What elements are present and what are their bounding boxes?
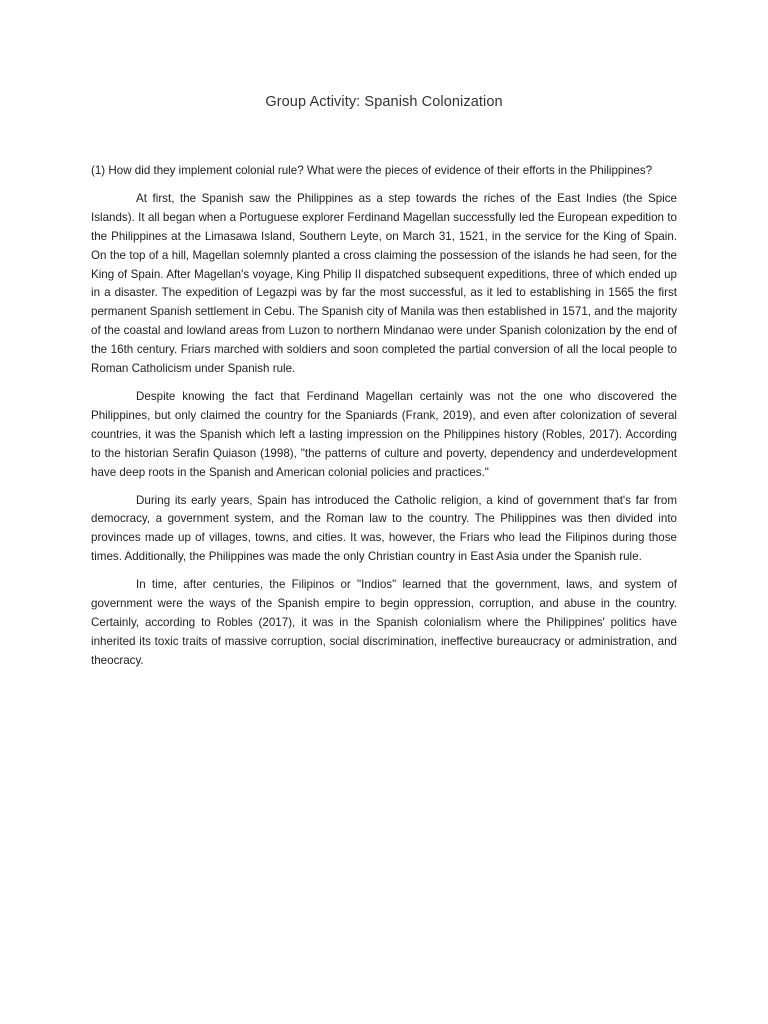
- document-body: [91, 162, 677, 680]
- body-paragraph-1: At first, the Spanish saw the Philippines as a step towards the riches of the East Indies (the Spice Islands). It all began when a Portuguese explorer Ferdinand Magellan successfully led the European expedition to the Philippines at the Limasawa Island, Southern Leyte, on March 31, 1521, in the service for the King of Spain. On the top of a hill, Magellan solemnly planted a cross claiming the possession of the islands he had seen, for the King of Spain. After Magellan's voyage, King Philip II dispatched subsequent expeditions, three of which ended up in a disaster. The expedition of Legazpi was by far the most successful, as it led to establishing in 1565 the first permanent Spanish settlement in Cebu. The Spanish city of Manila was then established in 1571, and the majority of the coastal and lowland areas from Luzon to northern Mindanao were under Spanish colonization by the end of the 16th century. Friars marched with soldiers and soon completed the partial conversion of all the local people to Roman Catholicism under Spanish rule.: [91, 191, 677, 376]
- question-paragraph: (1) How did they implement colonial rule? What were the pieces of evidence of their efforts in the Philippines?: [91, 164, 653, 177]
- body-paragraph-2: Despite knowing the fact that Ferdinand Magellan certainly was not the one who discovered the Philippines, but only claimed the country for the Spaniards (Frank, 2019), and even after colonization of several countries, it was the Spanish which left a lasting impression on the Philippines history (Robles, 2017). According to the historian Serafin Quiason (1998), "the patterns of culture and poverty, dependency and underdevelopment have deep roots in the Spanish and American colonial policies and practices.": [91, 389, 677, 479]
- document-title: Group Activity: Spanish Colonization: [265, 94, 503, 110]
- body-paragraph-4: In time, after centuries, the Filipinos or "Indios" learned that the government, laws, and system of government were the ways of the Spanish empire to begin oppression, corruption, and abuse in the country. Certainly, according to Robles (2017), it was in the Spanish colonialism where the Philippines' politics have inherited its toxic traits of massive corruption, social discrimination, ineffective bureaucracy or administration, and theocracy.: [91, 578, 677, 667]
- body-paragraph-3: During its early years, Spain has introduced the Catholic religion, a kind of government that's far from democracy, a government system, and the Roman law to the country. The Philippines was then divided into provinces made up of villages, towns, and cities. It was, however, the Friars who lead the Filipinos during those times. Additionally, the Philippines was made the only Christian country in East Asia under the Spanish rule.: [91, 493, 677, 564]
